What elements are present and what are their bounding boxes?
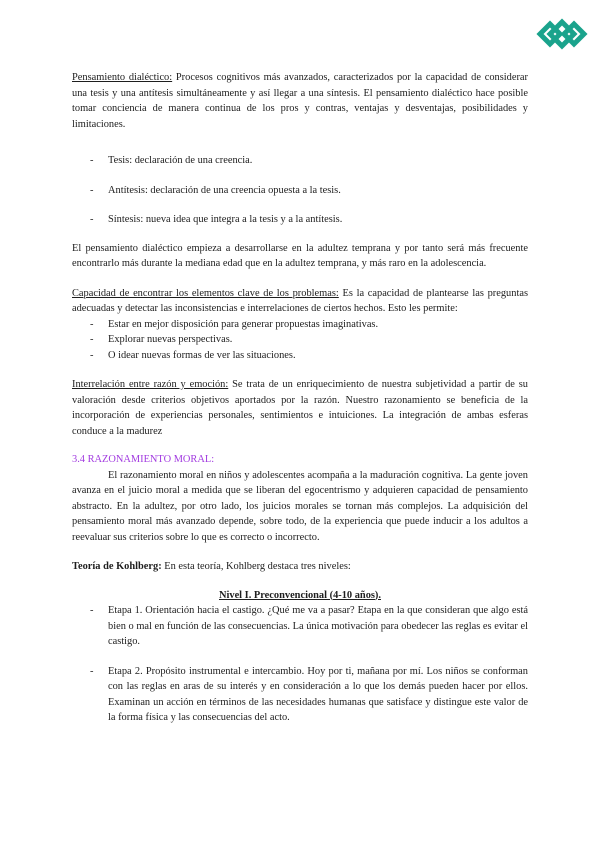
paragraph-interrelacion	[72, 377, 528, 439]
term-interrelacion: Interrelación entre razón y emoción:	[72, 379, 229, 390]
term-capacidad: Capacidad de encontrar los elementos clave de los problemas:	[72, 287, 339, 299]
paragraph-capacidad	[72, 286, 528, 317]
paragraph-text: Se trata de un enriquecimiento de nuestra subjetividad a partir de su valoración desde criterios objetivos aportados por la razón. Nuestro razonamiento se beneficia de la incorporación de experiencias personales, sentimientos e intuiciones. La integración de ambas esferas conduce a la madurez	[72, 379, 528, 437]
diamond-logo-icon	[536, 14, 588, 54]
paragraph-text: En esta teoría, Kohlberg destaca tres niveles:	[161, 561, 351, 572]
list-nivel-1	[72, 603, 528, 726]
paragraph-kohlberg	[72, 559, 528, 575]
list-spacer	[72, 198, 528, 212]
term-kohlberg: Teoría de Kohlberg:	[72, 561, 162, 572]
paragraph-razonamiento-moral: El razonamiento moral en niños y adolescentes acompaña a la maduración cognitiva. La gente joven avanza en el juicio moral a medida que se liberan del egocentrismo y adquieren capacidad de pensamiento abstracto. En la adultez, por otro lado, los juicios morales se tornan más complejos. La adquisición del pensamiento moral más avanzado depende, sobre todo, de la experiencia que puede inducir a los adultos a reevaluar sus criterios sobre lo que es correcto o incorrecto.	[72, 469, 528, 543]
paragraph-text: Procesos cognitivos más avanzados, caracterizados por la capacidad de considerar una tesis y una antítesis simultáneamente y así llegar a una síntesis. El pensamiento dialéctico hace posible tomar conciencia de manera continua de los pros y contras, ventajas y desventajas, posibilidades y limitaciones.	[72, 72, 528, 130]
paragraph-adultez: El pensamiento dialéctico empieza a desarrollarse en la adultez temprana y por tanto será más frecuente encontrarlo más durante la mediana edad que en la adultez temprana, y más raro en la adolescencia.	[72, 242, 528, 269]
list-item: - Síntesis: nueva idea que integra a la tesis y a la antítesis.	[72, 212, 528, 228]
list-item: - Tesis: declaración de una creencia.	[72, 153, 528, 169]
list-item: - Estar en mejor disposición para generar propuestas imaginativas.	[72, 317, 528, 333]
list-tesis-antitesis-sintesis	[72, 153, 528, 228]
document-page	[72, 70, 528, 726]
list-item: - Explorar nuevas perspectivas.	[72, 332, 528, 348]
list-item: - Antítesis: declaración de una creencia opuesta a la tesis.	[72, 183, 528, 199]
list-capacidad	[72, 317, 528, 364]
list-spacer	[72, 169, 528, 183]
list-item: - O idear nuevas formas de ver las situaciones.	[72, 348, 528, 364]
paragraph-pensamiento-dialectico	[72, 70, 528, 132]
section-title-razonamiento-moral: 3.4 RAZONAMIENTO MORAL:	[72, 454, 215, 465]
heading-nivel-1: Nivel I. Preconvencional (4-10 años).	[218, 589, 381, 601]
list-item: - Etapa 1. Orientación hacia el castigo. ¿Qué me va a pasar? Etapa en la que consideran que algo está bien o mal en función de las consecuencias. La única motivación para obedecer las reglas es evitar el castigo.	[72, 603, 528, 650]
paragraph-text: Es la capacidad de plantearse las preguntas adecuadas y detectar las inconsistencias e interrelaciones de ciertos hechos. Esto les permite:	[72, 287, 528, 314]
term-pensamiento-dialectico: Pensamiento dialéctico:	[72, 72, 173, 83]
list-spacer	[72, 650, 528, 664]
list-item: - Etapa 2. Propósito instrumental e intercambio. Hoy por ti, mañana por mí. Los niños se conforman con las reglas en aras de su interés y en consideración a lo que los demás pueden hacer por ellos. Examinan un acción en términos de las necesidades humanas que satisface y distingue este valor de la forma física y las consecuencias del acto.	[72, 664, 528, 726]
